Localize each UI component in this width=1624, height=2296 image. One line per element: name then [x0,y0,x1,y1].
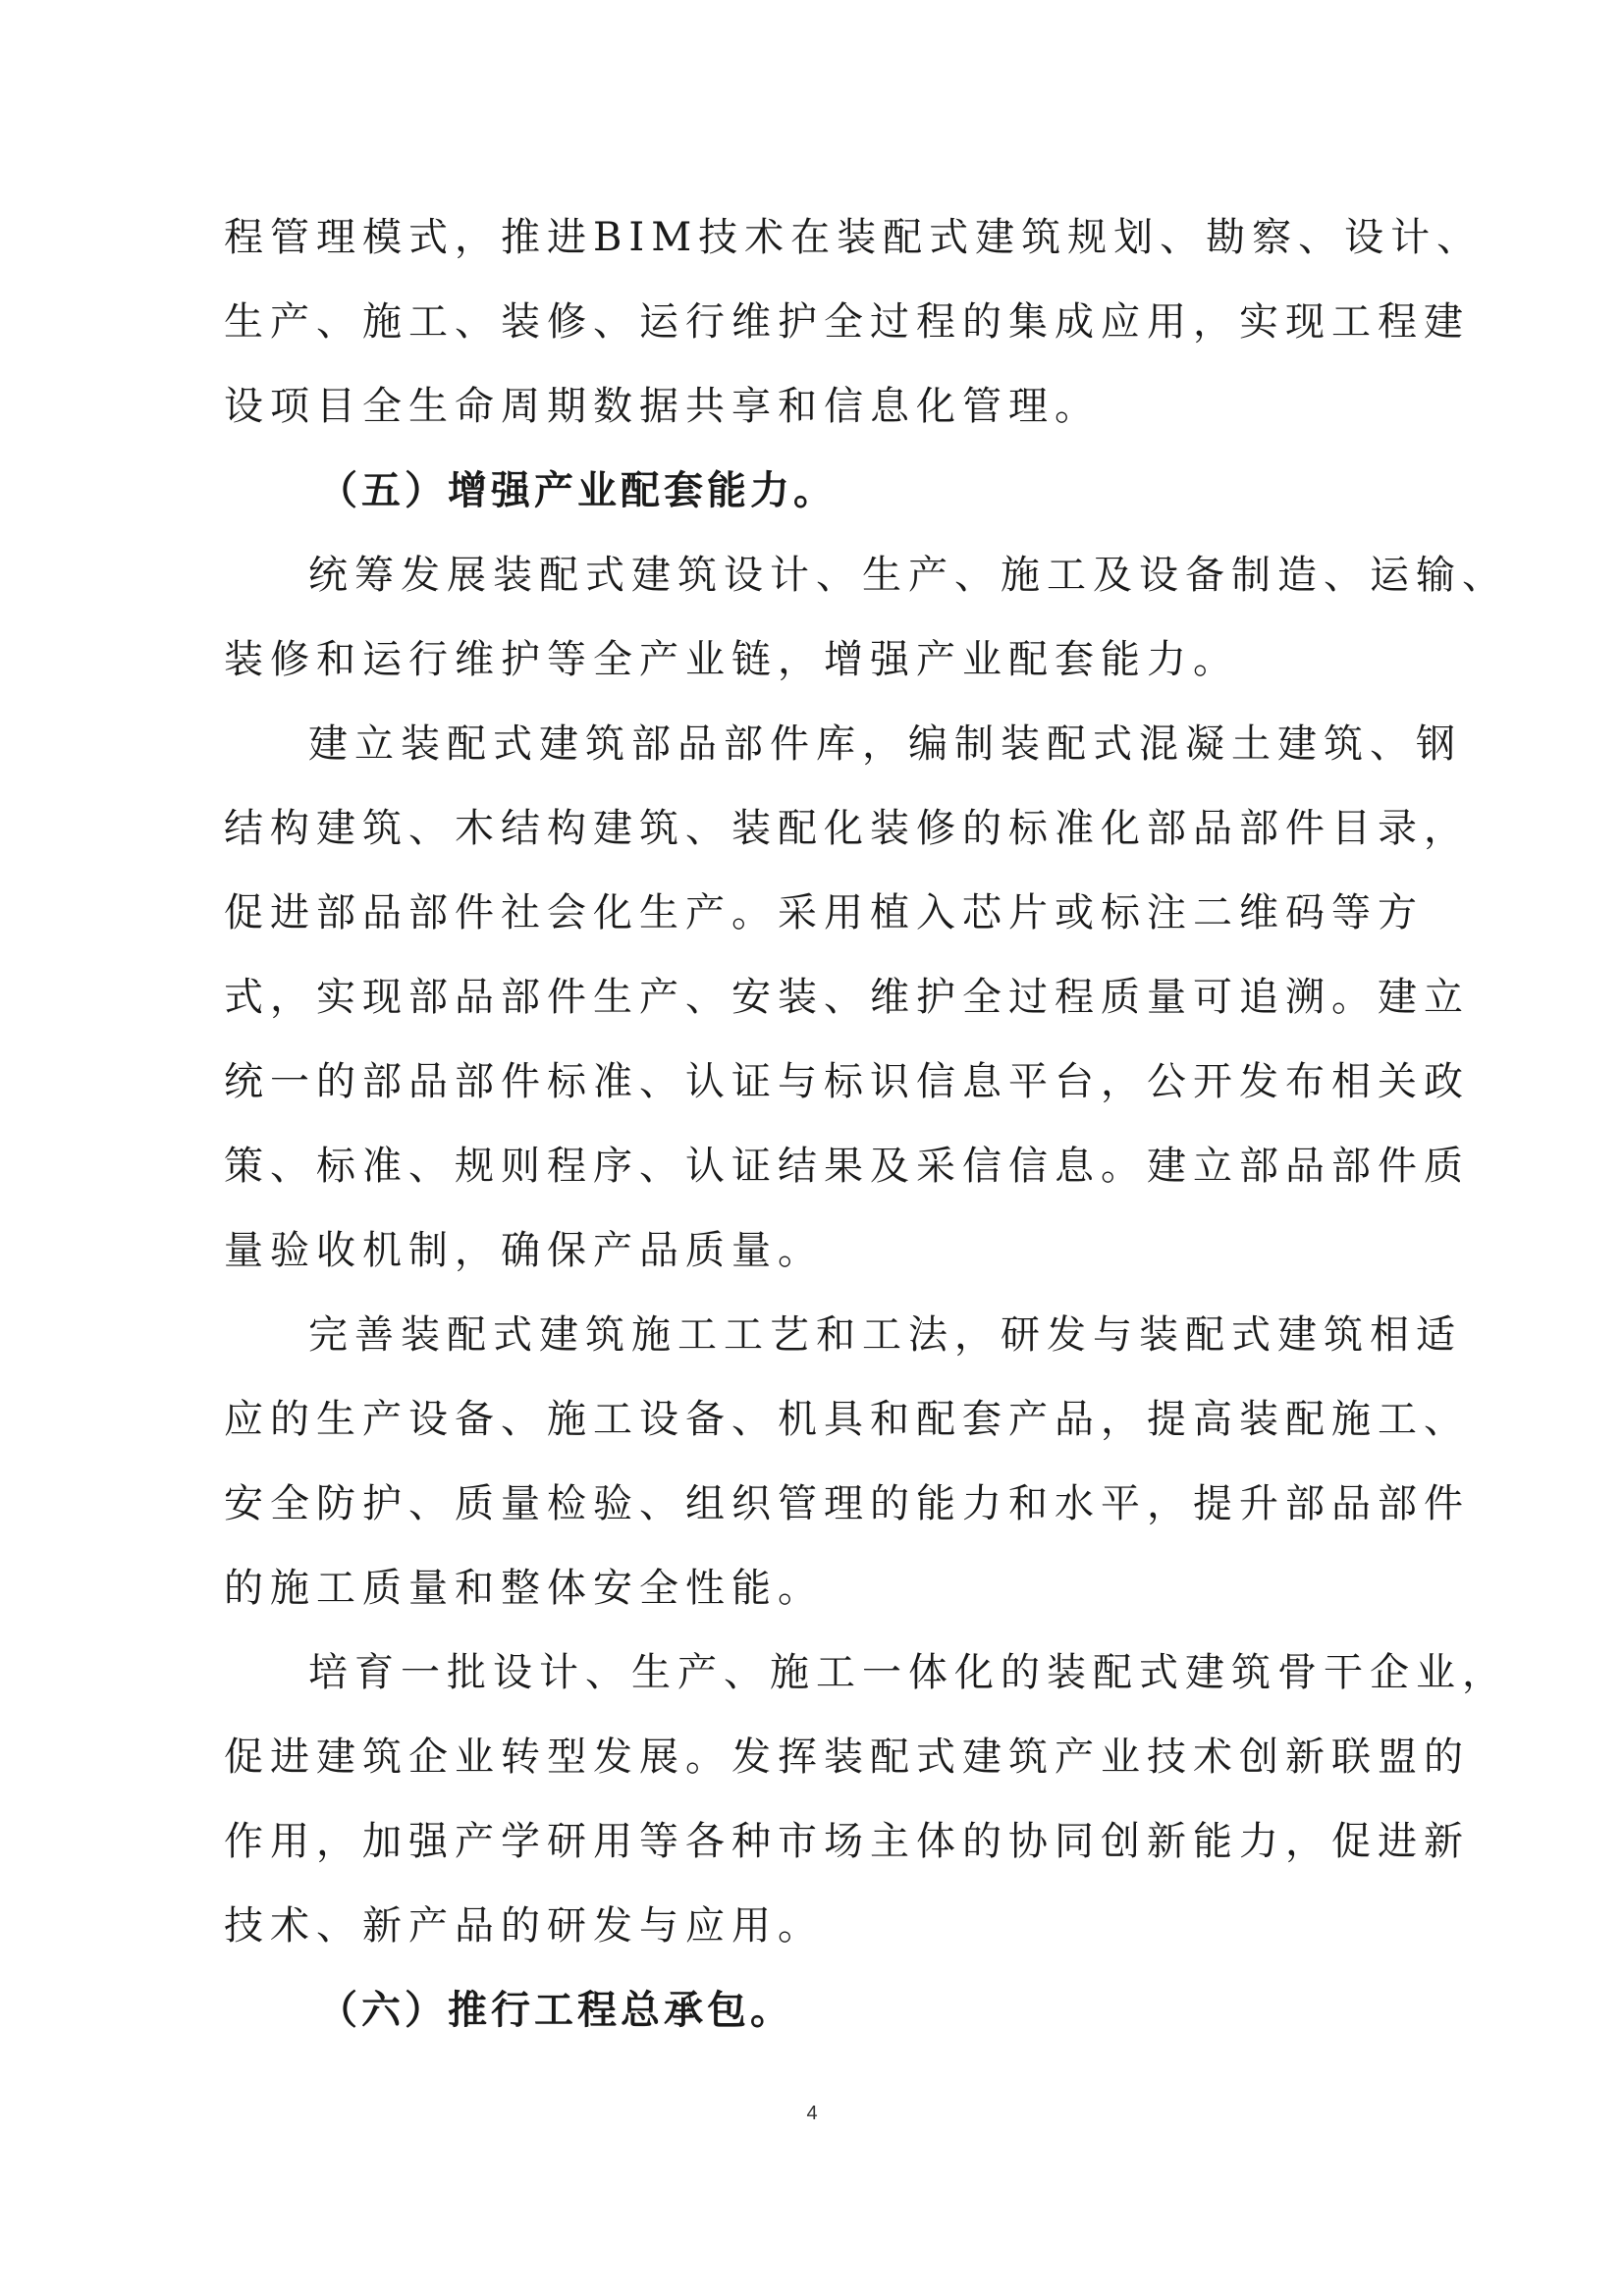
paragraph-line: 安全防护、质量检验、组织管理的能力和水平，提升部品部件 [224,1481,1470,1526]
paragraph-line: 技术、新产品的研发与应用。 [224,1903,824,1949]
section-heading-6: （六）推行工程总承包。 [318,1987,793,2033]
paragraph-line: 建立装配式建筑部品部件库，编制装配式混凝土建筑、钢 [308,721,1462,767]
paragraph-line: 促进建筑企业转型发展。发挥装配式建筑产业技术创新联盟的 [224,1735,1470,1780]
paragraph-line: 生产、施工、装修、运行维护全过程的集成应用，实现工程建 [224,299,1470,345]
paragraph-line: 培育一批设计、生产、施工一体化的装配式建筑骨干企业， [308,1650,1508,1695]
paragraph-line: 设项目全生命周期数据共享和信息化管理。 [224,384,1101,429]
paragraph-line: 装修和运行维护等全产业链，增强产业配套能力。 [224,637,1239,682]
paragraph-line: 应的生产设备、施工设备、机具和配套产品，提高装配施工、 [224,1397,1470,1442]
paragraph-line: 结构建筑、木结构建筑、装配化装修的标准化部品部件目录， [224,806,1470,851]
paragraph-line: 完善装配式建筑施工工艺和工法，研发与装配式建筑相适 [308,1312,1462,1358]
paragraph-line: 促进部品部件社会化生产。采用植入芯片或标注二维码等方 [224,890,1424,935]
paragraph-line: 统一的部品部件标准、认证与标识信息平台，公开发布相关政 [224,1059,1470,1104]
paragraph-line: 统筹发展装配式建筑设计、生产、施工及设备制造、运输、 [308,553,1508,598]
paragraph-line: 作用，加强产学研用等各种市场主体的协同创新能力，促进新 [224,1819,1470,1864]
paragraph-line: 程管理模式，推进BIM技术在装配式建筑规划、勘察、设计、 [224,215,1484,260]
paragraph-line: 式，实现部品部件生产、安装、维护全过程质量可追溯。建立 [224,975,1470,1020]
paragraph-line: 量验收机制，确保产品质量。 [224,1228,824,1273]
paragraph-line: 的施工质量和整体安全性能。 [224,1566,824,1611]
section-heading-5: （五）增强产业配套能力。 [318,467,837,513]
page-number: 4 [806,2103,818,2124]
paragraph-line: 策、标准、规则程序、认证结果及采信信息。建立部品部件质 [224,1144,1470,1189]
